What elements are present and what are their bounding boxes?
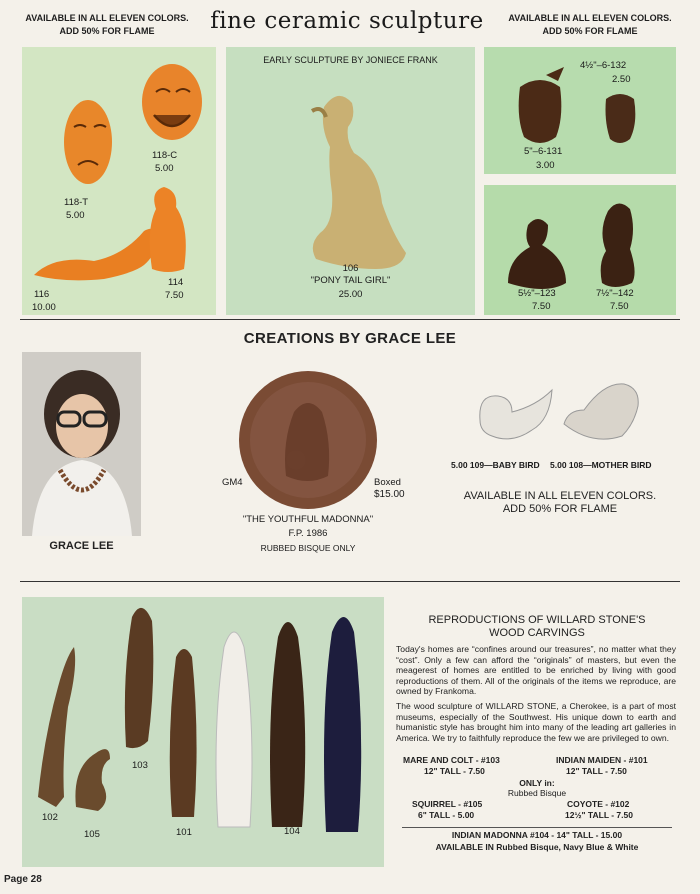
note-line: ADD 50% FOR FLAME	[502, 503, 618, 515]
rubbed-bisque: Rubbed Bisque	[507, 788, 567, 798]
header-right-note	[505, 12, 675, 38]
spec-size: 12½" TALL - 7.50	[565, 810, 633, 820]
portrait-illustration	[22, 352, 141, 536]
indian-maiden-shape	[170, 649, 197, 817]
spec-size: 6" TALL - 5.00	[418, 810, 475, 820]
item-code: 118-T	[64, 197, 89, 208]
madonna-plate-illustration	[238, 370, 378, 510]
carving-label: 102	[42, 812, 58, 823]
birds-illustration	[466, 380, 656, 455]
madonna-boxed: Boxed	[374, 477, 401, 488]
mother-bird-shape	[564, 384, 638, 439]
madonna-code: GM4	[222, 477, 243, 488]
madonna-spec: INDIAN MADONNA #104 - 14" TALL - 15.00	[451, 830, 623, 840]
note-line: AVAILABLE IN ALL ELEVEN COLORS.	[463, 490, 657, 502]
item-code: 114	[168, 277, 184, 288]
bust-large-shape	[519, 80, 562, 143]
seated-code: 5½"–123	[518, 288, 556, 299]
seated-figure-shape	[508, 219, 566, 289]
stone-title-line: WOOD CARVINGS	[489, 627, 585, 639]
bust-price: 2.50	[612, 74, 631, 85]
stone-title-line: REPRODUCTIONS OF WILLARD STONE'S	[428, 614, 646, 626]
grace-section-title: CREATIONS BY GRACE LEE	[243, 330, 457, 347]
spec-divider	[402, 827, 672, 828]
baby-bird-label: 5.00 109—BABY BIRD	[451, 460, 540, 470]
spec-name: INDIAN MAIDEN - #101	[556, 755, 648, 765]
item-price: 10.00	[32, 302, 56, 313]
baby-bird-shape	[480, 390, 552, 439]
comedy-mask-shape	[142, 64, 202, 140]
white-madonna-shape	[216, 632, 252, 827]
madonna-fp: F.P. 1986	[288, 528, 328, 539]
grace-colors-note	[440, 490, 680, 516]
pony-tail-panel	[226, 47, 475, 315]
note-line: AVAILABLE IN ALL ELEVEN COLORS.	[25, 13, 189, 23]
carving-label: 104	[284, 826, 300, 837]
brown-madonna-shape	[270, 622, 305, 827]
spec-size: 12" TALL - 7.50	[566, 766, 627, 776]
pony-price: 25.00	[338, 289, 363, 300]
carving-label: 105	[84, 829, 100, 840]
mother-bird-label: 5.00 108—MOTHER BIRD	[550, 460, 652, 470]
divider	[20, 581, 680, 582]
reclining-cat-shape	[34, 229, 160, 281]
seated-illustration	[484, 185, 676, 315]
item-price: 7.50	[165, 290, 184, 301]
stone-paragraph-1: Today's homes are “confines around our treasures”, no matter what they “cost”. Only a few can afford the “originals” of masters, but even the meagerest of homes are entitled to be enriched by living with good reproductions of them. All of the originals of the items we reproduce, are owned by Frankoma.	[396, 644, 676, 696]
carving-label: 101	[176, 827, 192, 838]
standing-figure-shape	[601, 203, 635, 287]
pony-name: "PONY TAIL GIRL"	[310, 275, 391, 286]
stone-paragraph-2: The wood sculpture of WILLARD STONE, a Cherokee, is a part of most museums, especially of the Southwest. His unique down to earth and humanistic style has brought him into many of the leading art galleries in America. We try to faithfully reproduce the few we are privileged to own.	[396, 701, 676, 743]
spec-size: 12" TALL - 7.50	[424, 766, 485, 776]
pony-girl-shape	[313, 96, 406, 269]
busts-panel	[484, 47, 676, 174]
bust-price: 3.00	[536, 160, 555, 171]
madonna-title: "THE YOUTHFUL MADONNA"	[242, 514, 374, 525]
item-price: 5.00	[155, 163, 174, 174]
sad-mask-shape	[64, 100, 112, 184]
item-price: 5.00	[66, 210, 85, 221]
carving-label: 103	[132, 760, 148, 771]
only-in: ONLY in:	[519, 778, 555, 788]
seated-price: 7.50	[610, 301, 629, 312]
note-line: AVAILABLE IN ALL ELEVEN COLORS.	[508, 13, 672, 23]
grace-lee-caption: GRACE LEE	[49, 540, 114, 552]
seated-code: 7½"–142	[596, 288, 634, 299]
navy-madonna-shape	[324, 617, 361, 832]
page-number: Page 28	[4, 874, 42, 885]
pony-caption: EARLY SCULPTURE BY JONIECE FRANK	[263, 55, 438, 65]
coyote-shape	[38, 647, 75, 807]
spec-name: SQUIRREL - #105	[412, 799, 483, 809]
masks-panel	[22, 47, 216, 315]
mare-colt-shape	[125, 608, 153, 748]
madonna-finish: RUBBED BISQUE ONLY	[260, 543, 356, 553]
bust-code: 5"–6-131	[524, 146, 563, 157]
sitting-cat-shape	[150, 187, 186, 272]
pony-code: 106	[342, 263, 359, 274]
page-title: fine ceramic sculpture	[210, 8, 484, 34]
bust-small-shape	[606, 94, 636, 143]
squirrel-shape	[75, 749, 110, 811]
available-line: AVAILABLE IN Rubbed Bisque, Navy Blue & White	[435, 842, 639, 852]
masks-illustration	[22, 47, 216, 315]
stone-title	[394, 614, 680, 640]
spec-name: MARE AND COLT - #103	[403, 755, 500, 765]
stone-carvings-illustration	[22, 597, 384, 867]
bust-code: 4½"–6-132	[580, 60, 627, 71]
grace-lee-photo	[22, 352, 141, 536]
spec-name: COYOTE - #102	[567, 799, 630, 809]
item-code: 116	[34, 289, 50, 300]
stone-panel	[22, 597, 384, 867]
note-line: ADD 50% FOR FLAME	[59, 26, 155, 36]
divider	[20, 319, 680, 320]
note-line: ADD 50% FOR FLAME	[542, 26, 638, 36]
seated-panel	[484, 185, 676, 315]
madonna-price: $15.00	[374, 489, 405, 500]
seated-price: 7.50	[532, 301, 551, 312]
item-code: 118-C	[152, 150, 178, 161]
header-left-note	[22, 12, 192, 38]
